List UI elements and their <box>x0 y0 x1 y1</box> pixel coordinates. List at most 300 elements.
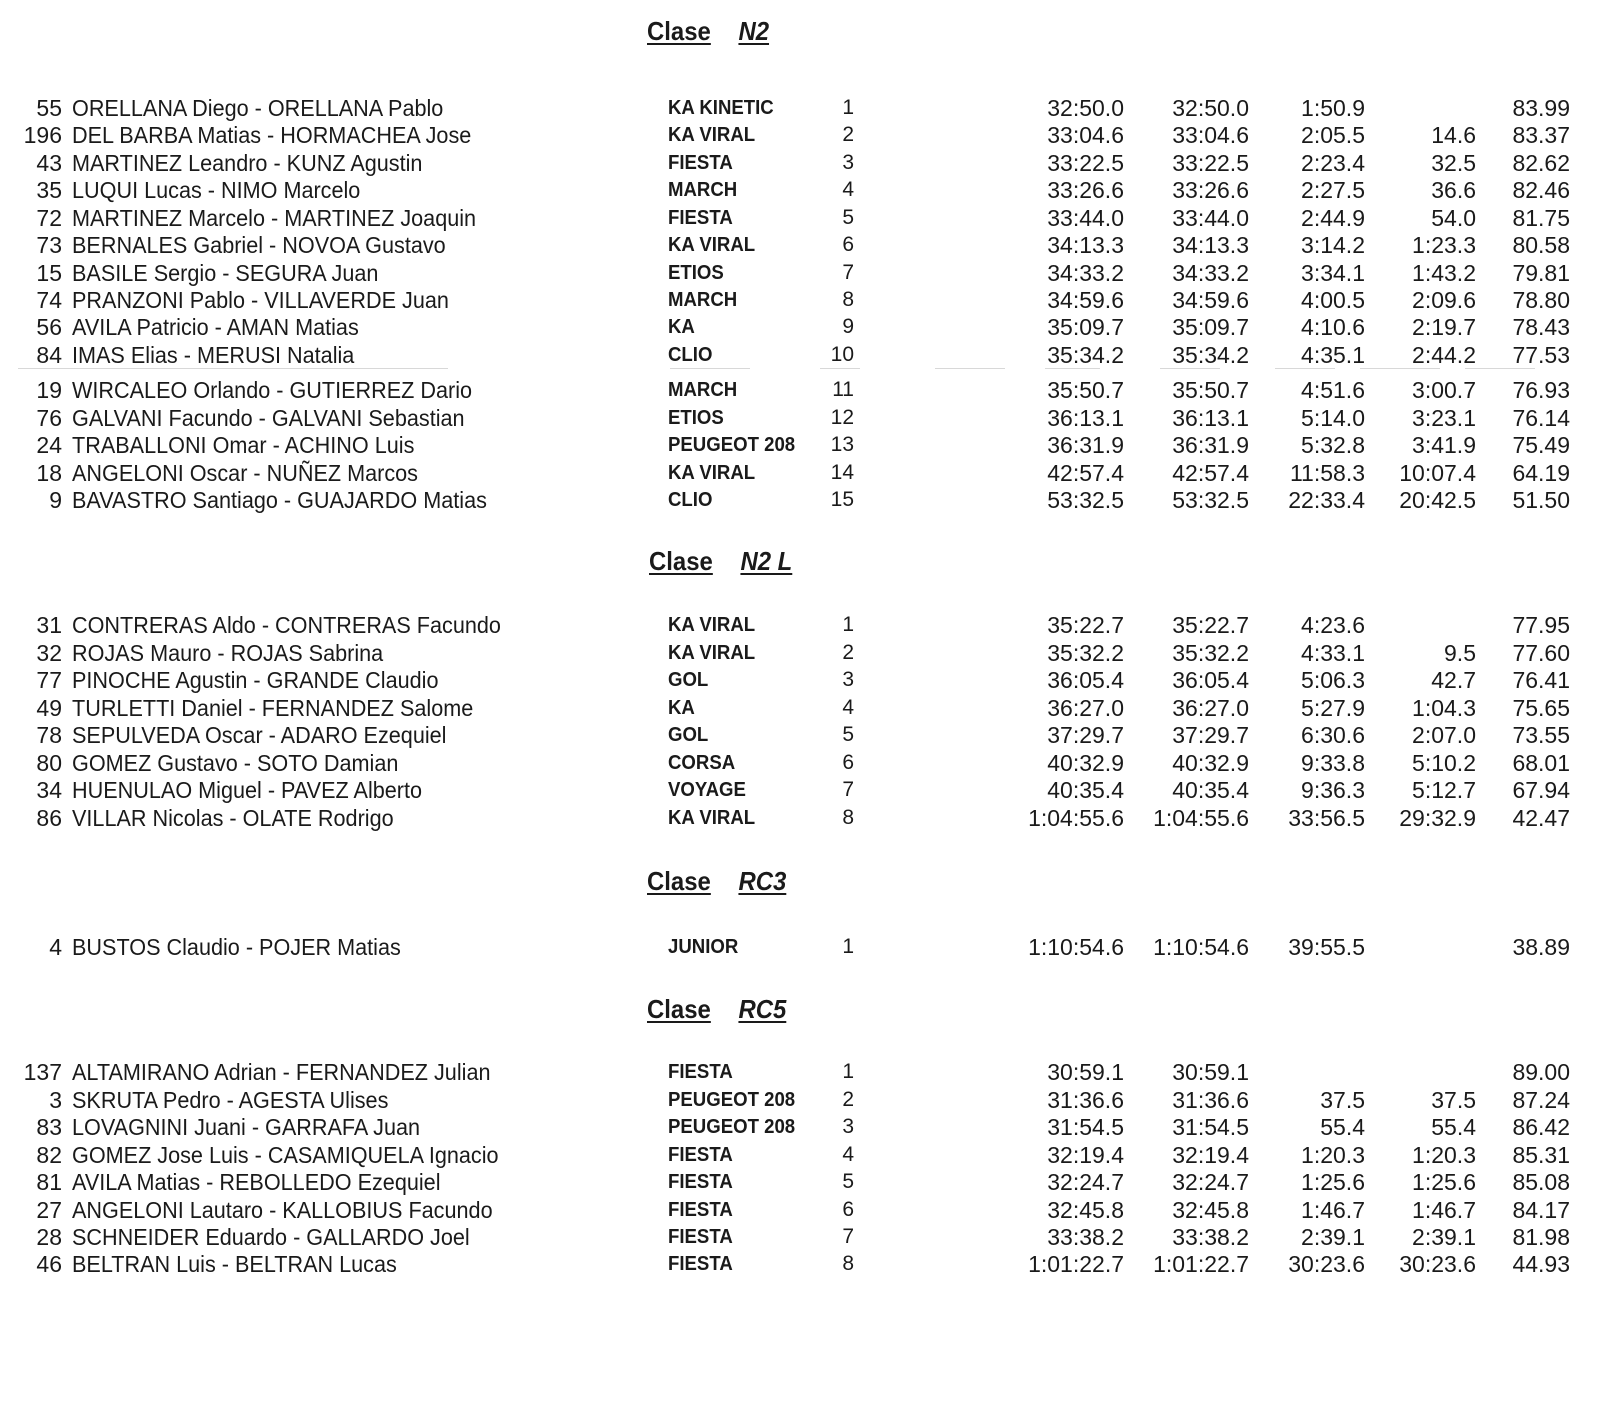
stage-time: 37:29.7 <box>1047 722 1124 748</box>
car-model: KA VIRAL <box>668 234 756 256</box>
class-code: RC3 <box>738 866 787 896</box>
class-label: Clase <box>649 546 713 576</box>
gap-to-overall: 6:30.6 <box>1301 722 1365 748</box>
stage-time: 36:05.4 <box>1047 667 1124 693</box>
gap-to-previous: 14.6 <box>1431 122 1476 148</box>
class-position: 2 <box>842 123 854 146</box>
result-row <box>0 313 1600 341</box>
total-time: 32:24.7 <box>1172 1169 1249 1195</box>
average-speed: 75.65 <box>1512 695 1570 721</box>
average-speed: 78.80 <box>1512 287 1570 313</box>
stage-time: 32:45.8 <box>1047 1197 1124 1223</box>
car-model: KA VIRAL <box>668 124 756 146</box>
class-label: Clase <box>647 16 711 46</box>
crew-names: GOMEZ Jose Luis - CASAMIQUELA Ignacio <box>72 1142 499 1168</box>
car-number: 55 <box>36 95 62 121</box>
stage-time: 53:32.5 <box>1047 487 1124 513</box>
average-speed: 82.46 <box>1512 177 1570 203</box>
car-model: KA VIRAL <box>668 462 756 484</box>
average-speed: 38.89 <box>1512 934 1570 960</box>
crew-names: MARTINEZ Marcelo - MARTINEZ Joaquin <box>72 205 477 231</box>
result-row <box>0 1223 1600 1251</box>
total-time: 31:36.6 <box>1172 1087 1249 1113</box>
class-code: N2 L <box>740 546 793 576</box>
crew-names: BERNALES Gabriel - NOVOA Gustavo <box>72 232 446 258</box>
gap-to-previous: 1:43.2 <box>1412 260 1476 286</box>
total-time: 36:13.1 <box>1172 405 1249 431</box>
car-number: 24 <box>36 432 62 458</box>
gap-to-previous: 2:19.7 <box>1412 314 1476 340</box>
car-model: PEUGEOT 208 <box>668 1089 796 1111</box>
result-row <box>0 376 1600 404</box>
average-speed: 77.60 <box>1512 640 1570 666</box>
car-model: GOL <box>668 669 709 691</box>
class-code: RC5 <box>738 994 787 1024</box>
gap-to-overall: 2:27.5 <box>1301 177 1365 203</box>
crew-names: TURLETTI Daniel - FERNANDEZ Salome <box>72 695 474 721</box>
stage-time: 31:36.6 <box>1047 1087 1124 1113</box>
result-row <box>0 1058 1600 1086</box>
result-row <box>0 1168 1600 1196</box>
stage-time: 33:26.6 <box>1047 177 1124 203</box>
car-number: 34 <box>36 777 62 803</box>
crew-names: MARTINEZ Leandro - KUNZ Agustin <box>72 150 423 176</box>
car-model: FIESTA <box>668 1253 733 1275</box>
class-position: 1 <box>842 1060 854 1083</box>
average-speed: 84.17 <box>1512 1197 1570 1223</box>
stage-time: 35:50.7 <box>1047 377 1124 403</box>
gap-to-previous: 32.5 <box>1431 150 1476 176</box>
row-divider <box>1275 368 1335 369</box>
crew-names: GALVANI Facundo - GALVANI Sebastian <box>72 405 465 431</box>
average-speed: 83.99 <box>1512 95 1570 121</box>
class-position: 15 <box>830 488 854 511</box>
stage-time: 33:22.5 <box>1047 150 1124 176</box>
gap-to-previous: 36.6 <box>1431 177 1476 203</box>
stage-time: 36:31.9 <box>1047 432 1124 458</box>
total-time: 33:22.5 <box>1172 150 1249 176</box>
crew-names: ANGELONI Oscar - NUÑEZ Marcos <box>72 460 418 486</box>
stage-time: 36:27.0 <box>1047 695 1124 721</box>
class-position: 4 <box>842 696 854 719</box>
result-row <box>0 933 1600 961</box>
crew-names: LUQUI Lucas - NIMO Marcelo <box>72 177 361 203</box>
car-model: GOL <box>668 724 709 746</box>
total-time: 31:54.5 <box>1172 1114 1249 1140</box>
class-position: 6 <box>842 1198 854 1221</box>
stage-time: 32:19.4 <box>1047 1142 1124 1168</box>
car-model: FIESTA <box>668 1226 733 1248</box>
car-number: 3 <box>49 1087 62 1113</box>
result-row <box>0 694 1600 722</box>
stage-time: 35:32.2 <box>1047 640 1124 666</box>
class-position: 2 <box>842 1088 854 1111</box>
car-number: 46 <box>36 1251 62 1277</box>
crew-names: BELTRAN Luis - BELTRAN Lucas <box>72 1251 397 1277</box>
total-time: 33:38.2 <box>1172 1224 1249 1250</box>
average-speed: 64.19 <box>1512 460 1570 486</box>
stage-time: 33:38.2 <box>1047 1224 1124 1250</box>
car-number: 86 <box>36 805 62 831</box>
car-number: 83 <box>36 1114 62 1140</box>
class-heading <box>647 14 769 48</box>
class-position: 8 <box>842 288 854 311</box>
gap-to-previous: 3:23.1 <box>1412 405 1476 431</box>
result-row <box>0 611 1600 639</box>
gap-to-overall: 1:46.7 <box>1301 1197 1365 1223</box>
average-speed: 79.81 <box>1512 260 1570 286</box>
car-model: JUNIOR <box>668 936 739 958</box>
stage-time: 1:01:22.7 <box>1028 1251 1124 1277</box>
stage-time: 34:13.3 <box>1047 232 1124 258</box>
gap-to-overall: 5:32.8 <box>1301 432 1365 458</box>
car-model: KA KINETIC <box>668 97 774 119</box>
crew-names: SCHNEIDER Eduardo - GALLARDO Joel <box>72 1224 470 1250</box>
gap-to-previous: 1:23.3 <box>1412 232 1476 258</box>
row-divider <box>1360 368 1440 369</box>
class-heading <box>647 992 786 1026</box>
total-time: 32:50.0 <box>1172 95 1249 121</box>
class-position: 7 <box>842 261 854 284</box>
result-row <box>0 1250 1600 1278</box>
gap-to-overall: 55.4 <box>1320 1114 1365 1140</box>
gap-to-overall: 4:00.5 <box>1301 287 1365 313</box>
gap-to-overall: 2:05.5 <box>1301 122 1365 148</box>
class-label: Clase <box>647 866 711 896</box>
class-position: 10 <box>830 343 854 366</box>
total-time: 33:04.6 <box>1172 122 1249 148</box>
result-row <box>0 639 1600 667</box>
car-model: MARCH <box>668 379 738 401</box>
gap-to-previous: 42.7 <box>1431 667 1476 693</box>
result-row <box>0 1113 1600 1141</box>
result-row <box>0 259 1600 287</box>
stage-time: 40:32.9 <box>1047 750 1124 776</box>
class-position: 1 <box>842 613 854 636</box>
result-row <box>0 459 1600 487</box>
gap-to-overall: 9:36.3 <box>1301 777 1365 803</box>
crew-names: BAVASTRO Santiago - GUAJARDO Matias <box>72 487 487 513</box>
class-position: 1 <box>842 935 854 958</box>
average-speed: 86.42 <box>1512 1114 1570 1140</box>
car-number: 76 <box>36 405 62 431</box>
total-time: 35:09.7 <box>1172 314 1249 340</box>
total-time: 36:31.9 <box>1172 432 1249 458</box>
crew-names: ORELLANA Diego - ORELLANA Pablo <box>72 95 444 121</box>
class-position: 12 <box>830 406 854 429</box>
car-number: 78 <box>36 722 62 748</box>
class-heading <box>647 864 786 898</box>
class-position: 14 <box>830 461 854 484</box>
car-number: 77 <box>36 667 62 693</box>
gap-to-overall: 4:51.6 <box>1301 377 1365 403</box>
car-model: CORSA <box>668 752 736 774</box>
result-row <box>0 666 1600 694</box>
class-position: 4 <box>842 178 854 201</box>
gap-to-previous: 5:10.2 <box>1412 750 1476 776</box>
crew-names: ROJAS Mauro - ROJAS Sabrina <box>72 640 384 666</box>
average-speed: 77.95 <box>1512 612 1570 638</box>
average-speed: 44.93 <box>1512 1251 1570 1277</box>
gap-to-previous: 3:41.9 <box>1412 432 1476 458</box>
gap-to-overall: 9:33.8 <box>1301 750 1365 776</box>
gap-to-previous: 37.5 <box>1431 1087 1476 1113</box>
crew-names: IMAS Elias - MERUSI Natalia <box>72 342 355 368</box>
crew-names: TRABALLONI Omar - ACHINO Luis <box>72 432 415 458</box>
car-model: FIESTA <box>668 1199 733 1221</box>
stage-time: 32:24.7 <box>1047 1169 1124 1195</box>
stage-time: 34:59.6 <box>1047 287 1124 313</box>
crew-names: HUENULAO Miguel - PAVEZ Alberto <box>72 777 423 803</box>
car-number: 9 <box>49 487 62 513</box>
class-position: 5 <box>842 723 854 746</box>
gap-to-previous: 2:44.2 <box>1412 342 1476 368</box>
result-row <box>0 1141 1600 1169</box>
average-speed: 75.49 <box>1512 432 1570 458</box>
car-number: 72 <box>36 205 62 231</box>
gap-to-previous: 2:07.0 <box>1412 722 1476 748</box>
row-divider <box>820 368 860 369</box>
total-time: 1:01:22.7 <box>1153 1251 1249 1277</box>
gap-to-previous: 3:00.7 <box>1412 377 1476 403</box>
stage-time: 1:10:54.6 <box>1028 934 1124 960</box>
class-position: 7 <box>842 1225 854 1248</box>
gap-to-overall: 39:55.5 <box>1288 934 1365 960</box>
average-speed: 76.14 <box>1512 405 1570 431</box>
total-time: 34:59.6 <box>1172 287 1249 313</box>
crew-names: GOMEZ Gustavo - SOTO Damian <box>72 750 399 776</box>
result-row <box>0 721 1600 749</box>
stage-time: 32:50.0 <box>1047 95 1124 121</box>
row-divider <box>18 368 448 369</box>
car-number: 35 <box>36 177 62 203</box>
gap-to-overall: 2:23.4 <box>1301 150 1365 176</box>
result-row <box>0 121 1600 149</box>
gap-to-previous: 1:25.6 <box>1412 1169 1476 1195</box>
result-row <box>0 204 1600 232</box>
crew-names: BUSTOS Claudio - POJER Matias <box>72 934 401 960</box>
class-position: 9 <box>842 315 854 338</box>
gap-to-overall: 3:34.1 <box>1301 260 1365 286</box>
crew-names: SKRUTA Pedro - AGESTA Ulises <box>72 1087 389 1113</box>
average-speed: 81.98 <box>1512 1224 1570 1250</box>
result-row <box>0 776 1600 804</box>
gap-to-overall: 33:56.5 <box>1288 805 1365 831</box>
result-row <box>0 749 1600 777</box>
gap-to-overall: 4:35.1 <box>1301 342 1365 368</box>
stage-time: 30:59.1 <box>1047 1059 1124 1085</box>
class-position: 13 <box>830 433 854 456</box>
car-model: MARCH <box>668 179 738 201</box>
stage-time: 42:57.4 <box>1047 460 1124 486</box>
row-divider <box>935 368 1005 369</box>
class-position: 5 <box>842 1170 854 1193</box>
crew-names: PINOCHE Agustin - GRANDE Claudio <box>72 667 439 693</box>
gap-to-previous: 1:04.3 <box>1412 695 1476 721</box>
total-time: 30:59.1 <box>1172 1059 1249 1085</box>
result-row <box>0 804 1600 832</box>
stage-time: 1:04:55.6 <box>1028 805 1124 831</box>
gap-to-overall: 11:58.3 <box>1289 460 1365 486</box>
class-code: N2 <box>738 16 770 46</box>
gap-to-overall: 1:20.3 <box>1301 1142 1365 1168</box>
stage-time: 33:04.6 <box>1047 122 1124 148</box>
crew-names: ALTAMIRANO Adrian - FERNANDEZ Julian <box>72 1059 491 1085</box>
car-number: 18 <box>36 460 62 486</box>
car-number: 137 <box>23 1059 62 1085</box>
total-time: 35:32.2 <box>1172 640 1249 666</box>
total-time: 34:13.3 <box>1172 232 1249 258</box>
total-time: 35:50.7 <box>1172 377 1249 403</box>
car-number: 80 <box>36 750 62 776</box>
car-model: KA <box>668 316 695 338</box>
car-model: FIESTA <box>668 152 733 174</box>
result-row <box>0 286 1600 314</box>
gap-to-overall: 4:23.6 <box>1301 612 1365 638</box>
car-number: 82 <box>36 1142 62 1168</box>
crew-names: DEL BARBA Matias - HORMACHEA Jose <box>72 122 472 148</box>
car-model: FIESTA <box>668 1061 733 1083</box>
gap-to-overall: 3:14.2 <box>1301 232 1365 258</box>
car-number: 4 <box>49 934 62 960</box>
car-model: KA VIRAL <box>668 642 756 664</box>
gap-to-previous: 30:23.6 <box>1399 1251 1476 1277</box>
average-speed: 73.55 <box>1512 722 1570 748</box>
car-model: FIESTA <box>668 207 733 229</box>
result-row <box>0 231 1600 259</box>
total-time: 42:57.4 <box>1172 460 1249 486</box>
car-model: PEUGEOT 208 <box>668 434 796 456</box>
car-number: 56 <box>36 314 62 340</box>
car-model: KA <box>668 697 695 719</box>
total-time: 36:05.4 <box>1172 667 1249 693</box>
car-number: 84 <box>36 342 62 368</box>
car-number: 27 <box>36 1197 62 1223</box>
car-number: 32 <box>36 640 62 666</box>
gap-to-overall: 1:50.9 <box>1301 95 1365 121</box>
car-model: MARCH <box>668 289 738 311</box>
class-position: 6 <box>842 751 854 774</box>
crew-names: ANGELONI Lautaro - KALLOBIUS Facundo <box>72 1197 493 1223</box>
result-row <box>0 94 1600 122</box>
gap-to-previous: 20:42.5 <box>1399 487 1476 513</box>
class-position: 6 <box>842 233 854 256</box>
row-divider <box>1045 368 1100 369</box>
car-model: FIESTA <box>668 1144 733 1166</box>
gap-to-previous: 55.4 <box>1431 1114 1476 1140</box>
gap-to-previous: 10:07.4 <box>1399 460 1476 486</box>
gap-to-overall: 5:06.3 <box>1301 667 1365 693</box>
result-row <box>0 431 1600 459</box>
total-time: 33:44.0 <box>1172 205 1249 231</box>
class-position: 5 <box>842 206 854 229</box>
result-row <box>0 404 1600 432</box>
crew-names: PRANZONI Pablo - VILLAVERDE Juan <box>72 287 449 313</box>
class-position: 4 <box>842 1143 854 1166</box>
total-time: 1:10:54.6 <box>1153 934 1249 960</box>
crew-names: WIRCALEO Orlando - GUTIERREZ Dario <box>72 377 473 403</box>
car-model: KA VIRAL <box>668 807 756 829</box>
total-time: 36:27.0 <box>1172 695 1249 721</box>
average-speed: 51.50 <box>1512 487 1570 513</box>
class-position: 11 <box>832 378 854 401</box>
gap-to-overall: 2:44.9 <box>1301 205 1365 231</box>
stage-time: 34:33.2 <box>1047 260 1124 286</box>
stage-time: 35:09.7 <box>1047 314 1124 340</box>
crew-names: CONTRERAS Aldo - CONTRERAS Facundo <box>72 612 501 638</box>
gap-to-previous: 54.0 <box>1431 205 1476 231</box>
average-speed: 85.08 <box>1512 1169 1570 1195</box>
result-row <box>0 1086 1600 1114</box>
total-time: 40:32.9 <box>1172 750 1249 776</box>
total-time: 37:29.7 <box>1172 722 1249 748</box>
car-number: 81 <box>36 1169 62 1195</box>
total-time: 34:33.2 <box>1172 260 1249 286</box>
total-time: 32:19.4 <box>1172 1142 1249 1168</box>
stage-time: 35:22.7 <box>1047 612 1124 638</box>
average-speed: 67.94 <box>1512 777 1570 803</box>
crew-names: LOVAGNINI Juani - GARRAFA Juan <box>72 1114 421 1140</box>
crew-names: SEPULVEDA Oscar - ADARO Ezequiel <box>72 722 447 748</box>
car-number: 49 <box>36 695 62 721</box>
total-time: 32:45.8 <box>1172 1197 1249 1223</box>
row-divider <box>670 368 750 369</box>
car-number: 196 <box>23 122 62 148</box>
class-position: 2 <box>842 641 854 664</box>
result-row <box>0 149 1600 177</box>
gap-to-previous: 2:39.1 <box>1412 1224 1476 1250</box>
average-speed: 76.93 <box>1512 377 1570 403</box>
result-row <box>0 486 1600 514</box>
car-number: 19 <box>36 377 62 403</box>
class-label: Clase <box>647 994 711 1024</box>
stage-time: 36:13.1 <box>1047 405 1124 431</box>
total-time: 40:35.4 <box>1172 777 1249 803</box>
average-speed: 80.58 <box>1512 232 1570 258</box>
result-row <box>0 176 1600 204</box>
result-row <box>0 341 1600 369</box>
car-number: 31 <box>36 612 62 638</box>
total-time: 1:04:55.6 <box>1153 805 1249 831</box>
gap-to-previous: 1:20.3 <box>1412 1142 1476 1168</box>
class-position: 3 <box>842 151 854 174</box>
gap-to-overall: 5:14.0 <box>1301 405 1365 431</box>
average-speed: 83.37 <box>1512 122 1570 148</box>
class-position: 3 <box>842 668 854 691</box>
gap-to-overall: 4:10.6 <box>1301 314 1365 340</box>
average-speed: 82.62 <box>1512 150 1570 176</box>
average-speed: 89.00 <box>1512 1059 1570 1085</box>
average-speed: 42.47 <box>1512 805 1570 831</box>
car-model: ETIOS <box>668 262 724 284</box>
car-model: FIESTA <box>668 1171 733 1193</box>
gap-to-overall: 1:25.6 <box>1301 1169 1365 1195</box>
car-number: 74 <box>36 287 62 313</box>
row-divider <box>1160 368 1220 369</box>
gap-to-overall: 2:39.1 <box>1301 1224 1365 1250</box>
car-model: PEUGEOT 208 <box>668 1116 796 1138</box>
total-time: 35:34.2 <box>1172 342 1249 368</box>
class-position: 1 <box>842 96 854 119</box>
stage-time: 40:35.4 <box>1047 777 1124 803</box>
gap-to-overall: 30:23.6 <box>1288 1251 1365 1277</box>
car-number: 15 <box>36 260 62 286</box>
average-speed: 77.53 <box>1512 342 1570 368</box>
gap-to-previous: 9.5 <box>1444 640 1476 666</box>
gap-to-previous: 29:32.9 <box>1399 805 1476 831</box>
class-position: 3 <box>842 1115 854 1138</box>
car-model: KA VIRAL <box>668 614 756 636</box>
